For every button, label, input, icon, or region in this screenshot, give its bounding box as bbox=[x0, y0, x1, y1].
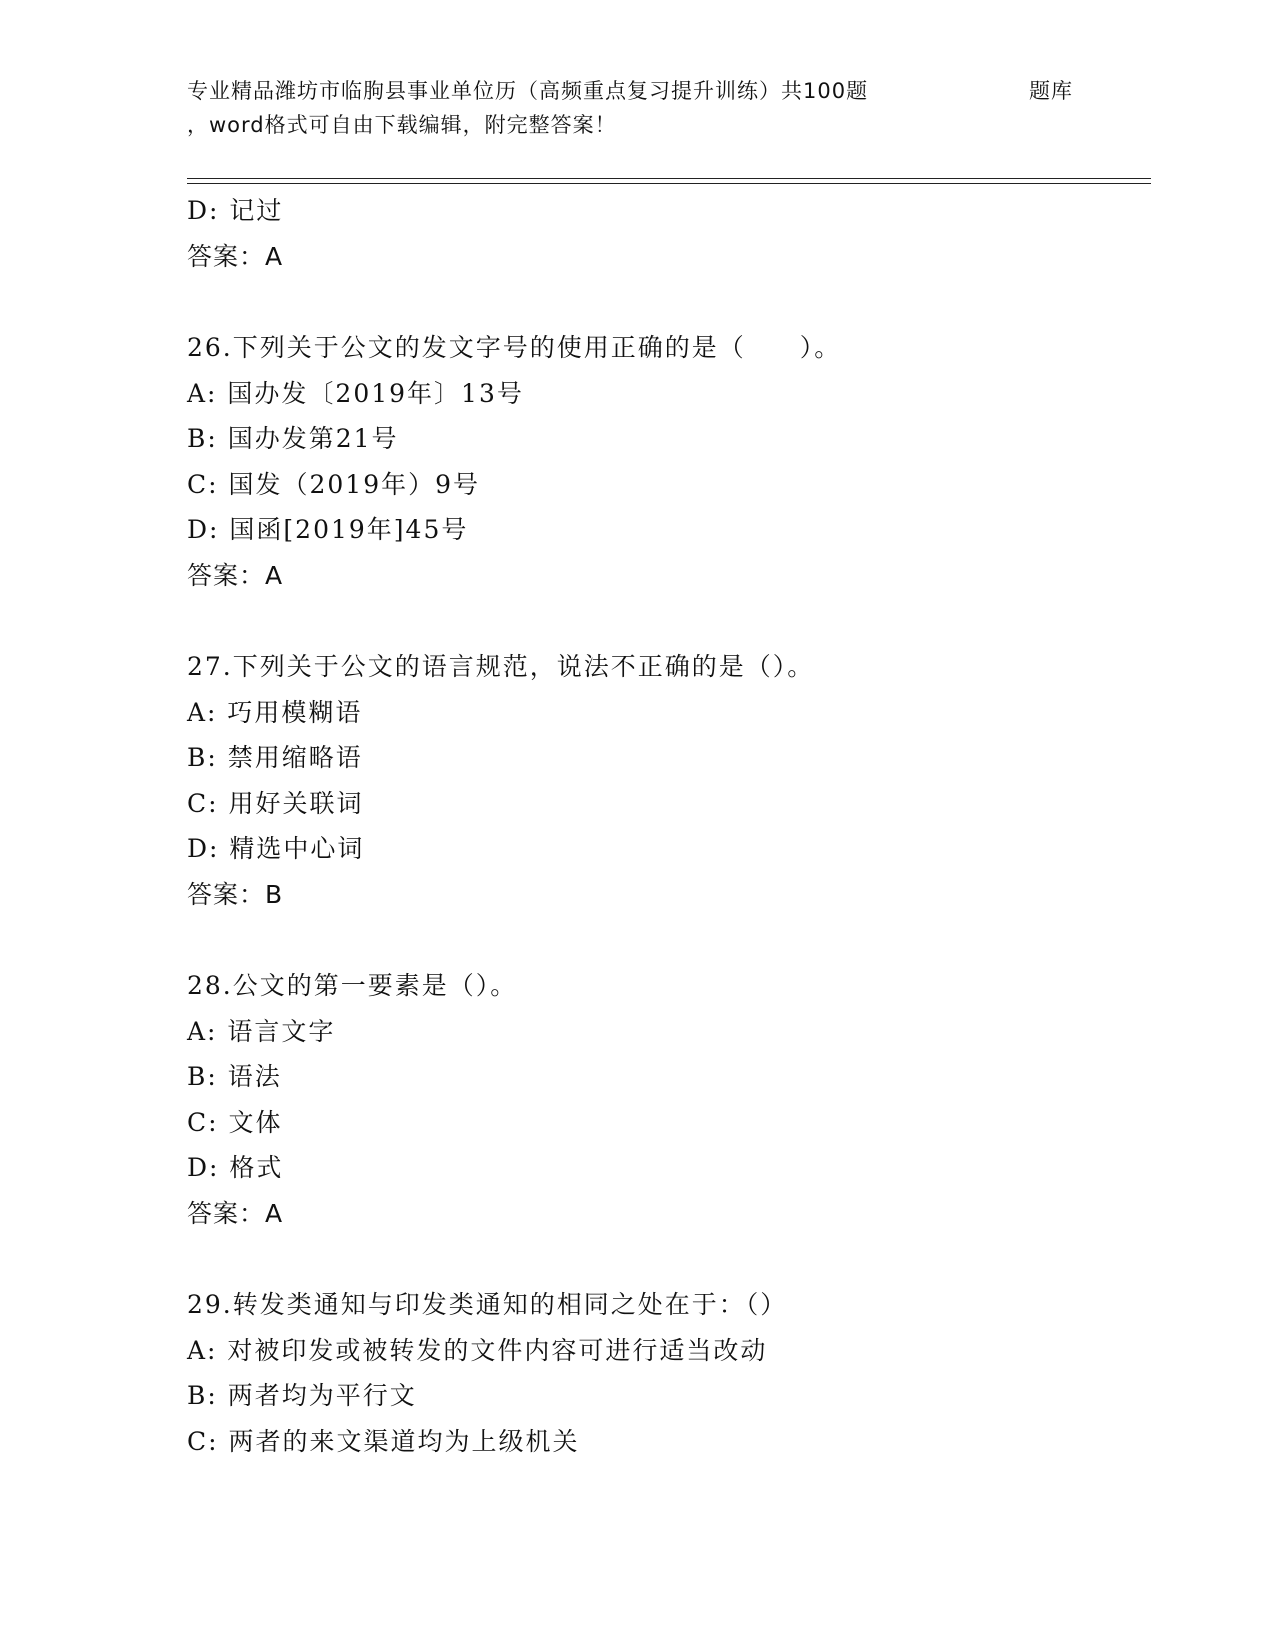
header-rule-bottom bbox=[187, 183, 1151, 184]
answer-line: 答案：A bbox=[187, 1198, 284, 1228]
option-b: B: 两者均为平行文 bbox=[187, 1381, 417, 1410]
header-line-2: ，word格式可自由下载编辑，附完整答案！ bbox=[187, 113, 617, 137]
spacer bbox=[187, 1236, 1147, 1282]
page-header bbox=[187, 74, 1147, 142]
answer-line: 答案：A bbox=[187, 560, 284, 590]
option-d: D: 精选中心词 bbox=[187, 834, 365, 863]
header-line-1 bbox=[187, 74, 1147, 108]
header-right-label: 题库 bbox=[1029, 79, 1073, 103]
header-title: 专业精品潍坊市临朐县事业单位历（高频重点复习提升训练）共100题 bbox=[187, 79, 869, 103]
option-d: D: 格式 bbox=[187, 1153, 284, 1182]
option-a: A: 语言文字 bbox=[187, 1016, 336, 1046]
option-c: C: 两者的来文渠道均为上级机关 bbox=[187, 1426, 580, 1456]
spacer bbox=[187, 598, 1147, 644]
option-c: C: 国发（2019年）9号 bbox=[187, 469, 481, 499]
spacer bbox=[187, 279, 1147, 325]
option-b: B: 禁用缩略语 bbox=[187, 743, 363, 772]
question-stem: 27.下列关于公文的语言规范，说法不正确的是（）。 bbox=[187, 652, 815, 681]
option-a: A: 国办发〔2019年〕13号 bbox=[187, 378, 524, 408]
option-d: D: 国函[2019年]45号 bbox=[187, 515, 469, 544]
question-stem: 28.公文的第一要素是（）。 bbox=[187, 971, 518, 1000]
option-b: B: 国办发第21号 bbox=[187, 424, 399, 453]
option-a: A: 对被印发或被转发的文件内容可进行适当改动 bbox=[187, 1335, 768, 1365]
option-c: C: 用好关联词 bbox=[187, 788, 364, 818]
question-stem: 29.转发类通知与印发类通知的相同之处在于：（） bbox=[187, 1290, 788, 1319]
answer-line: 答案：A bbox=[187, 241, 284, 271]
header-rule-top bbox=[187, 178, 1151, 179]
question-list bbox=[187, 188, 1147, 1464]
option-c: C: 文体 bbox=[187, 1107, 283, 1137]
option-a: A: 巧用模糊语 bbox=[187, 697, 363, 727]
option-d: D: 记过 bbox=[187, 196, 284, 225]
question-stem: 26.下列关于公文的发文字号的使用正确的是（ ）。 bbox=[187, 333, 842, 362]
answer-line: 答案：B bbox=[187, 879, 284, 909]
spacer bbox=[187, 917, 1147, 963]
option-b: B: 语法 bbox=[187, 1062, 282, 1091]
